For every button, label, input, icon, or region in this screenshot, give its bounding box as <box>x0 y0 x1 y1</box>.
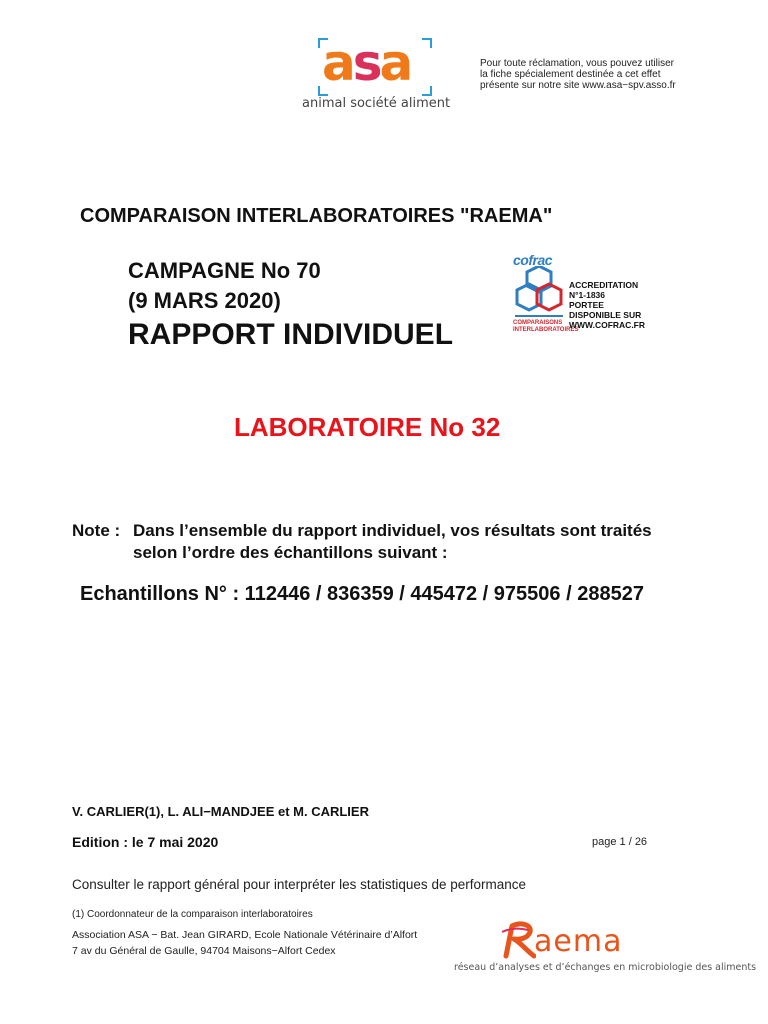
page-number: page 1 / 26 <box>592 836 648 848</box>
reclamation-line: la fiche spécialement destinée a cet effet <box>480 69 661 80</box>
reclamation-line: Pour toute réclamation, vous pouvez utiliser <box>480 58 674 69</box>
raema-r-icon <box>500 920 536 960</box>
address-line: 7 av du Général de Gaulle, 94704 Maisons−Alfort Cedex <box>72 945 336 957</box>
address-line: Association ASA − Bat. Jean GIRARD, Ecole Nationale Vétérinaire d’Alfort <box>72 929 418 941</box>
campagne-number: CAMPAGNE No 70 <box>128 258 321 283</box>
sample-numbers: Echantillons N° : 112446 / 836359 / 445472 / 975506 / 288527 <box>80 583 644 605</box>
raema-logo <box>452 920 757 976</box>
main-title: COMPARAISON INTERLABORATOIRES "RAEMA" <box>80 205 553 227</box>
consult-note: Consulter le rapport général pour interpréter les statistiques de performance <box>72 877 526 892</box>
note-label: Note : <box>72 521 121 540</box>
cofrac-subtitle: COMPARAISONS INTERLABORATOIRES <box>513 320 579 333</box>
campagne-date: (9 MARS 2020) <box>128 288 281 313</box>
logo-bracket-icon <box>422 86 432 96</box>
raema-wordmark: aema <box>534 924 623 959</box>
reclamation-line: présente sur notre site www.asa−spv.asso.fr <box>480 80 676 91</box>
note-text: Dans l’ensemble du rapport individuel, vos résultats sont traités <box>133 521 652 540</box>
asa-logo <box>300 34 450 116</box>
asa-logo-letters: asa <box>322 34 411 92</box>
logo-bracket-icon <box>422 38 432 48</box>
cofrac-wordmark: cofrac <box>513 252 553 268</box>
reclamation-note <box>480 58 740 91</box>
edition-date: Edition : le 7 mai 2020 <box>72 834 219 850</box>
laboratoire-number: LABORATOIRE No 32 <box>234 412 501 442</box>
authors: V. CARLIER(1), L. ALI−MANDJEE et M. CARLIER <box>72 804 369 819</box>
asa-tagline: animal société aliment <box>302 96 451 111</box>
note-text: selon l’ordre des échantillons suivant : <box>133 543 448 562</box>
report-title: RAPPORT INDIVIDUEL <box>128 318 454 351</box>
cofrac-hexagon-icon <box>513 266 565 320</box>
cofrac-accreditation-text: ACCREDITATION N°1-1836 PORTEE DISPONIBLE SUR WWW.COFRAC.FR <box>569 280 646 330</box>
footnote: (1) Coordonnateur de la comparaison interlaboratoires <box>72 909 313 920</box>
raema-tagline: réseau d’analyses et d’échanges en microbiologie des aliments <box>454 962 757 973</box>
cofrac-logo <box>513 252 663 342</box>
